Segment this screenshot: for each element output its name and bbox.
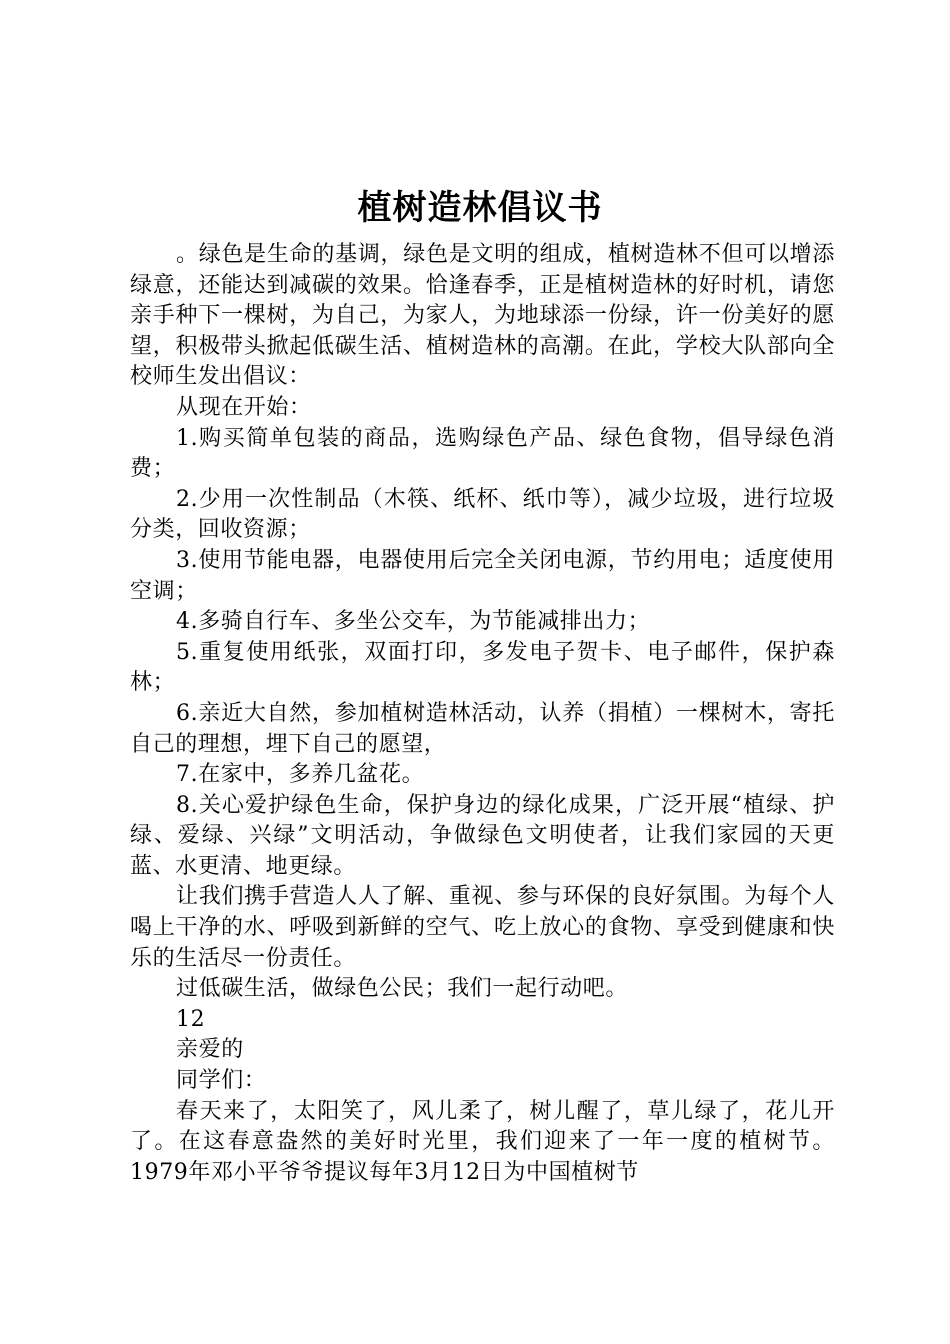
list-item-7: 7.在家中，多养几盆花。 [176, 762, 425, 788]
list-item-8: 8.关心爱护绿色生命，保护身边的绿化成果，广泛开展“植绿、护绿、爱绿、兴绿”文明活动，争做绿色文明使者，让我们家园的天更蓝、水更清、地更绿。 [130, 792, 835, 879]
paragraph-start: 从现在开始： [176, 394, 312, 420]
list-item-5: 5.重复使用纸张，双面打印，多发电子贺卡、电子邮件，保护森林； [130, 639, 835, 696]
paragraph-slogan: 过低碳生活，做绿色公民；我们一起行动吧。 [176, 976, 629, 1002]
paragraph-salutation: 同学们： [176, 1068, 267, 1094]
list-item-4: 4.多骑自行车、多坐公交车，为节能减排出力； [176, 609, 651, 635]
paragraph-call: 让我们携手营造人人了解、重视、参与环保的良好氛围。为每个人喝上干净的水、呼吸到新鲜的空气、吃上放心的食物、享受到健康和快乐的生活尽一份责任。 [130, 884, 835, 971]
list-item-3: 3.使用节能电器，电器使用后完全关闭电源，节约用电；适度使用空调； [130, 547, 835, 604]
list-item-1: 1.购买简单包装的商品，选购绿色产品、绿色食物，倡导绿色消费； [130, 425, 835, 482]
list-item-6: 6.亲近大自然，参加植树造林活动，认养（捐植）一棵树木，寄托自己的理想，埋下自己的愿望， [130, 700, 835, 757]
paragraph-spring: 春天来了，太阳笑了，风儿柔了，树儿醒了，草儿绿了，花儿开了。在这春意盎然的美好时光里，我们迎来了一年一度的植树节。1979年邓小平爷爷提议每年3月12日为中国植树节 [130, 1098, 835, 1185]
list-item-2: 2.少用一次性制品（木筷、纸杯、纸巾等），减少垃圾，进行垃圾分类，回收资源； [130, 486, 835, 543]
paragraph-number: 12 [176, 1006, 206, 1032]
document-title: 植树造林倡议书 [357, 188, 603, 228]
document-body [130, 240, 835, 1188]
paragraph-intro: 。绿色是生命的基调，绿色是文明的组成，植树造林不但可以增添绿意，还能达到减碳的效果。恰逢春季，正是植树造林的好时机，请您亲手种下一棵树，为自己，为家人，为地球添一份绿，许一份美好的愿望，积极带头掀起低碳生活、植树造林的高潮。在此，学校大队部向全校师生发出倡议： [130, 242, 835, 390]
paragraph-greeting: 亲爱的 [176, 1037, 244, 1063]
